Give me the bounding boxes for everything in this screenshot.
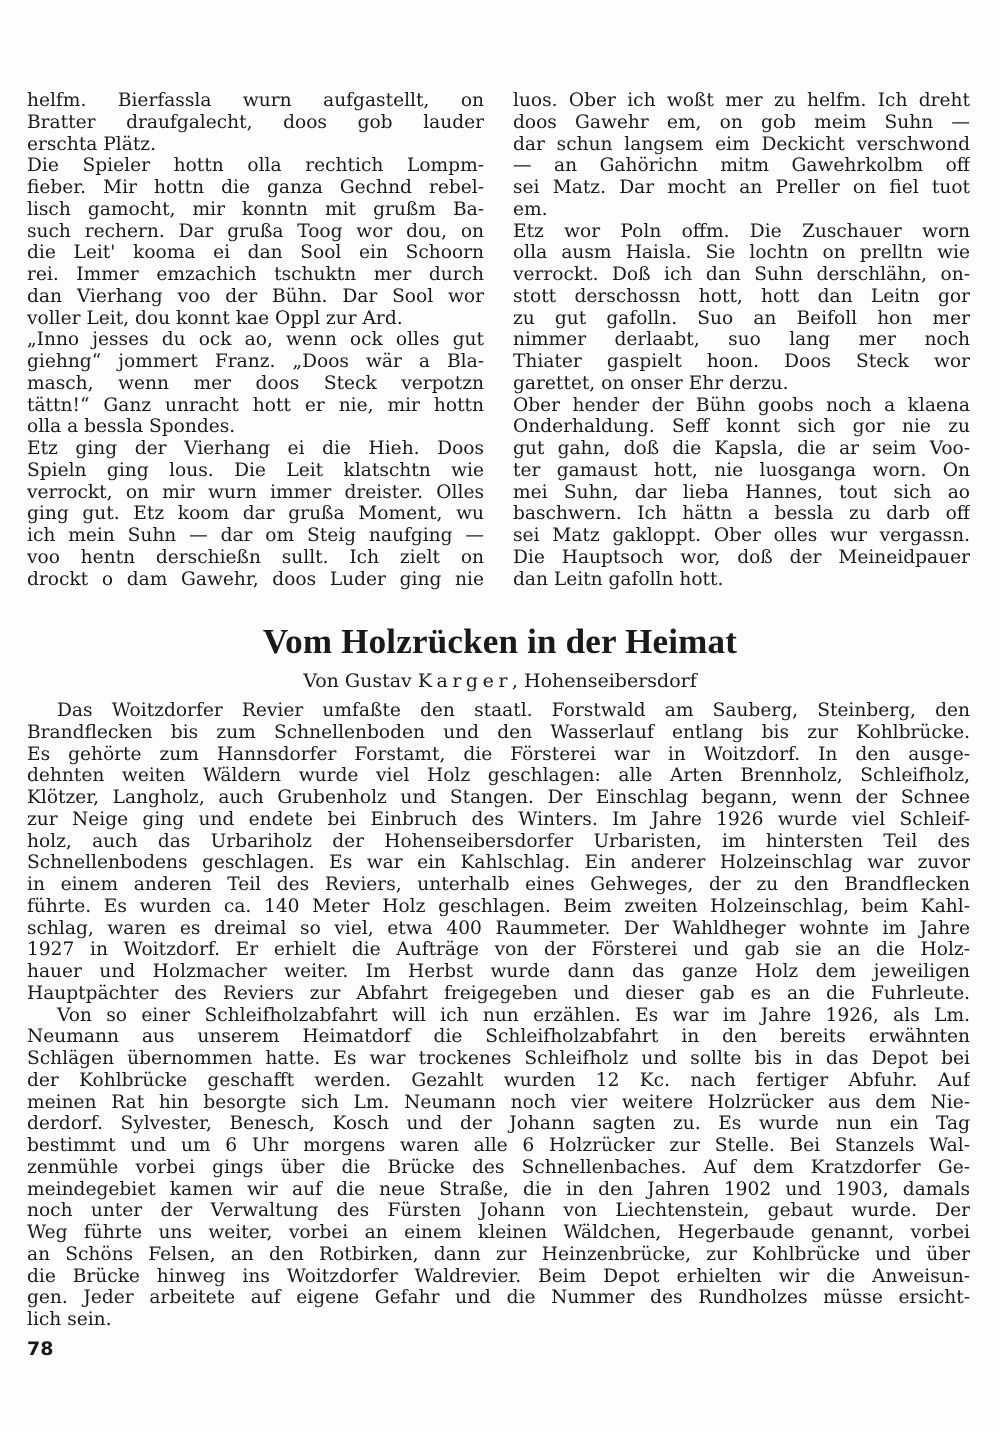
text-line: an Schöns Felsen, an den Rotbirken, dann zur Heinzenbrücke, zur Kohlbrücke und über (27, 1243, 970, 1265)
text-line: garettet, on onser Ehr derzu. (513, 372, 789, 394)
text-line: drockt o dam Gawehr, doos Luder ging nie (27, 568, 484, 590)
text-line: Schlägen übernommen hatte. Es war trockenes Schleifholz und sollte bis in das Depot bei (27, 1048, 970, 1069)
text-line: Weg führte uns weiter, vorbei an einem kleinen Wäldchen, Hegerbaude genannt, vorbei (27, 1222, 970, 1243)
text-line: fieber. Mir hottn die ganza Gechnd rebel- (27, 177, 484, 198)
text-line: Die Spieler hottn olla rechtich Lompm- (27, 155, 484, 177)
text-line: Ober hender der Bühn goobs noch a klaena (513, 394, 970, 416)
left-column (27, 90, 484, 590)
text-line: doos Gawehr em, on gob meim Suhn — (513, 111, 970, 133)
text-line: Schnellenbodens geschlagen. Es war ein Kahlschlag. Ein anderer Holzeinschlag war zuvor (27, 852, 970, 874)
text-line: Etz wor Poln offm. Die Zuschauer worn (513, 220, 970, 242)
text-line: erschta Plätz. (27, 133, 157, 155)
text-line: voller Leit, dou konnt kae Oppl zur Ard. (27, 307, 403, 329)
text-line: Thiater gaspielt hoon. Doos Steck wor (513, 351, 970, 372)
text-line: „Inno jesses du ock ao, wenn ock olles gut (27, 329, 484, 351)
text-line: der Kohlbrücke geschafft werden. Gezahlt wurden 12 Kc. nach fertiger Abfuhr. Auf (27, 1069, 970, 1091)
text-line: Klötzer, Langholz, auch Grubenholz und Stangen. Der Einschlag begann, wenn der Schnee (27, 787, 970, 808)
text-line: dehnten weiten Wäldern wurde viel Holz geschlagen: alle Arten Brennholz, Schleifholz, (27, 765, 970, 787)
text-line: ging gut. Etz koom dar grußa Moment, wu (27, 503, 484, 525)
text-line: gut gahn, doß die Kapsla, die ar seim Voo- (513, 438, 970, 459)
text-line: 1927 in Woitzdorf. Er erhielt die Aufträge von der Försterei und gab sie an die Holz- (27, 939, 970, 961)
text-line: Die Hauptsoch wor, doß der Meineidpauer (513, 546, 970, 568)
text-line: zur Neige ging und endete bei Einbruch des Winters. Im Jahre 1926 wurde viel Schleif- (27, 808, 970, 830)
byline-place: , Hohenseibersdorf (511, 670, 697, 692)
text-line: verrockt, on mir wurn immer dreister. Olles (27, 481, 484, 503)
page-number: 78 (27, 1338, 54, 1360)
text-line: Onderhaldung. Seff konnt sich gor nie zu (513, 416, 970, 438)
text-line: sei Matz gakloppt. Ober olles wur vergassn. (513, 525, 970, 546)
article-title: Vom Holzrücken in der Heimat (262, 622, 738, 661)
text-line: luos. Ober ich woßt mer zu helfm. Ich dreht (513, 90, 970, 111)
text-line: Neumann aus unserem Heimatdorf die Schleifholzabfahrt in den bereits erwähnten (27, 1026, 970, 1048)
text-line: hauer und Holzmacher weiter. Im Herbst wurde dann das ganze Holz dem jeweiligen (27, 961, 970, 982)
text-line: voo hentn derschießn sullt. Ich zielt on (27, 546, 484, 568)
text-line: zu gut gafolln. Suo an Beifoll hon mer (513, 307, 970, 329)
text-line: derdorf. Sylvester, Benesch, Kosch und der Johann sagten zu. Es wurde nun ein Tag (27, 1113, 970, 1135)
right-column (513, 90, 970, 590)
text-line: schlag, waren es dreimal so viel, etwa 400 Raummeter. Der Wahldheger wohnte im Jahre (27, 917, 970, 939)
text-line: dan Leitn gafolln hott. (513, 568, 724, 590)
text-line: tättn!“ Ganz unracht hott er nie, mir hottn (27, 394, 484, 416)
text-line: sei Matz. Dar mocht an Preller on fiel tuot (513, 177, 970, 198)
text-line: holz, auch das Urbariholz der Hohenseibersdorfer Urbaristen, im hintersten Teil des (27, 830, 970, 852)
text-line: bestimmt und um 6 Uhr morgens waren alle 6 Holzrücker zur Stelle. Bei Stanzels Wal- (27, 1135, 970, 1156)
text-line: em. (513, 198, 548, 220)
text-line: in einem anderen Teil des Reviers, unterhalb eines Gehweges, der zu den Brandflecken (27, 874, 970, 895)
text-line: Bratter draufgalecht, doos gob lauder (27, 111, 484, 133)
text-line: gen. Jeder arbeitete auf eigene Gefahr und die Nummer des Rundholzes müsse ersicht- (27, 1287, 970, 1309)
text-line: rei. Immer emzachich tschuktn mer durch (27, 264, 484, 285)
text-line: such rechern. Dar grußa Toog wor dou, on (27, 220, 484, 242)
text-line: noch unter der Verwaltung des Fürsten Johann von Liechtenstein, gebaut wurde. Der (27, 1200, 970, 1222)
text-line: Das Woitzdorfer Revier umfaßte den staatl. Forstwald am Sauberg, Steinberg, den (57, 700, 970, 721)
text-line: lisch gamocht, mir konntn mit grußm Ba- (27, 198, 484, 220)
text-line: lich sein. (27, 1309, 112, 1330)
text-line: olla a bessla Spondes. (27, 416, 236, 438)
text-line: die Leit' kooma ei dan Sool ein Schoorn (27, 242, 484, 264)
article-body (27, 700, 970, 1331)
text-line: Es gehörte zum Hannsdorfer Forstamt, die Försterei war in Woitzdorf. In den ausge- (27, 743, 970, 765)
text-line: Brandflecken bis zum Schnellenboden und den Wasserlauf entlang bis zur Kohlbrücke. (27, 721, 970, 743)
text-line: dar schun langsem eim Deckicht verschwond (513, 133, 970, 155)
text-line: nimmer derlaabt, suo lang mer noch (513, 329, 970, 351)
text-line: meindegebiet kamen wir auf die neue Straße, die in den Jahren 1902 und 1903, damals (27, 1178, 970, 1200)
text-line: helfm. Bierfassla wurn aufgastellt, on (27, 90, 484, 111)
text-line: führte. Es wurden ca. 140 Meter Holz geschlagen. Beim zweiten Holzeinschlag, beim Kahl- (27, 895, 970, 917)
text-line: mei Suhn, dar lieba Hannes, tout sich ao (513, 481, 970, 503)
text-line: die Brücke hinweg ins Woitzdorfer Waldrevier. Beim Depot erhielten wir die Anweisun- (27, 1265, 970, 1287)
text-line: zenmühle vorbei gings über die Brücke des Schnellenbaches. Auf dem Kratzdorfer Ge- (27, 1156, 970, 1178)
text-line: stott derschossn hott, hott dan Leitn gor (513, 285, 970, 307)
text-line: Etz ging der Vierhang ei die Hieh. Doos (27, 438, 484, 459)
text-line: — an Gahörichn mitm Gawehrkolbm off (513, 155, 970, 177)
text-line: giehng“ jommert Franz. „Doos wär a Bla- (27, 351, 484, 372)
text-line: Von so einer Schleifholzabfahrt will ich nun erzählen. Es war im Jahre 1926, als Lm. (57, 1004, 970, 1026)
text-line: ter gamaust hott, nie luosganga worn. On (513, 459, 970, 481)
text-line: masch, wenn mer doos Steck verpotzn (27, 372, 484, 394)
byline-prefix: Von Gustav (303, 670, 412, 692)
text-line: dan Vierhang voo der Bühn. Dar Sool wor (27, 285, 484, 307)
text-line: Hauptpächter des Reviers zur Abfahrt freigegeben und dieser gab es an die Fuhrleute. (27, 982, 970, 1004)
text-line: olla ausm Haisla. Sie lochtn on prelltn wie (513, 242, 970, 264)
text-line: verrockt. Doß ich dan Suhn derschlähn, on- (513, 264, 970, 285)
text-line: ich mein Suhn — dar om Steig naufging — (27, 525, 484, 546)
byline-author: Karger (417, 670, 512, 692)
text-line: meinen Rat hin besorgte sich Lm. Neumann noch vier weitere Holzrücker aus dem Nie- (27, 1091, 970, 1113)
text-line: baschwern. Ich hättn a bessla zu darb off (513, 503, 970, 525)
text-line: Spieln ging lous. Die Leit klatschtn wie (27, 459, 484, 481)
article-byline (0, 669, 1000, 693)
